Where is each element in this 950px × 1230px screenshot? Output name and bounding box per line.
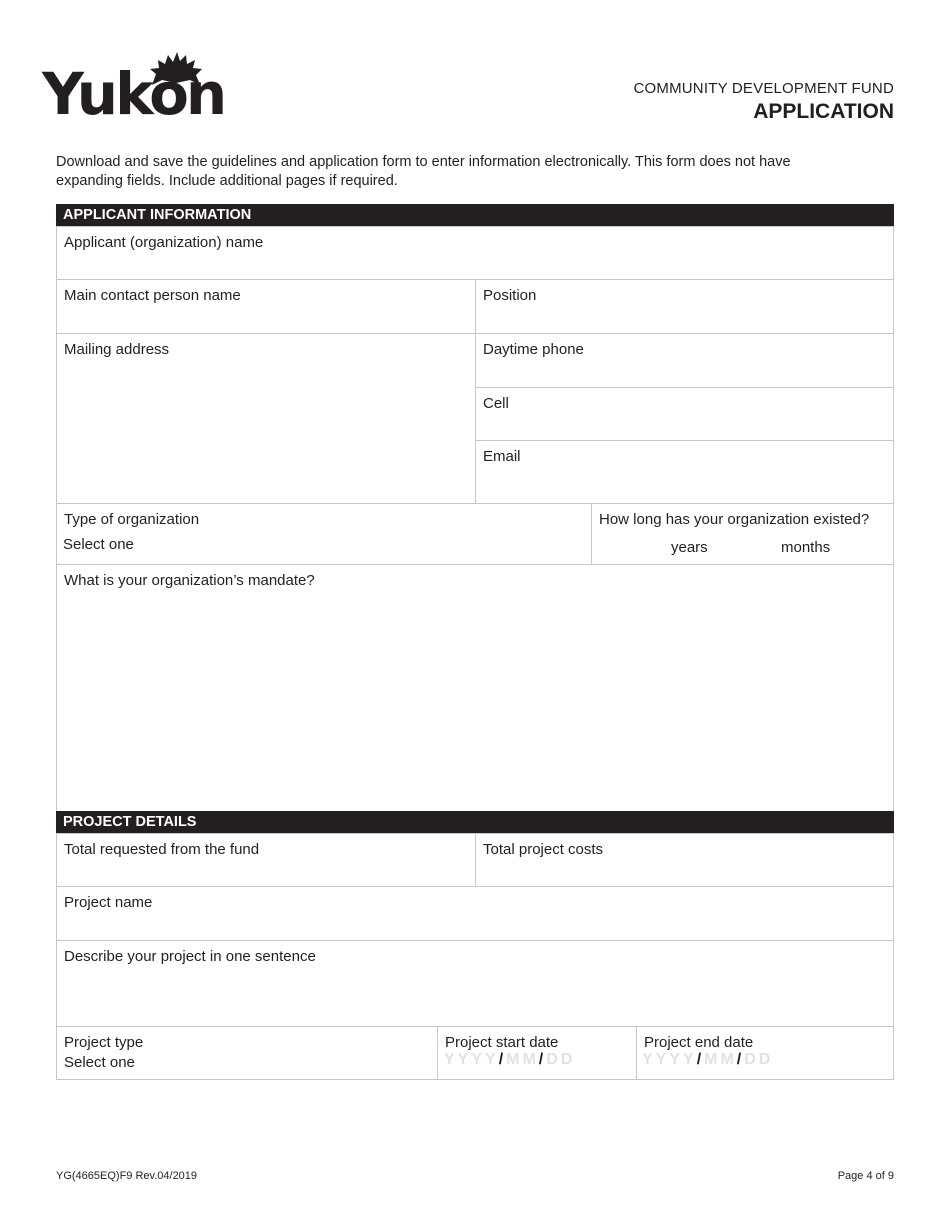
mandate-field[interactable] bbox=[56, 564, 894, 812]
months-label: months bbox=[781, 539, 831, 556]
end-date-separator: / bbox=[696, 1051, 705, 1068]
start-day-placeholder: DD bbox=[546, 1051, 576, 1068]
project-type-label: Project type bbox=[64, 1034, 144, 1051]
org-type-field bbox=[56, 503, 592, 565]
org-type-label: Type of organization bbox=[64, 511, 200, 528]
project-description-field[interactable] bbox=[56, 940, 894, 1027]
intro-text: Download and save the guidelines and application form to enter information electronically. This form does not have expanding fields. Include additional pages if required. bbox=[56, 154, 791, 189]
total-requested-label: Total requested from the fund bbox=[64, 841, 260, 858]
daytime-phone-label: Daytime phone bbox=[483, 341, 584, 358]
mandate-label: What is your organization’s mandate? bbox=[64, 572, 315, 589]
project-end-date-input[interactable] bbox=[642, 1051, 773, 1069]
project-description-label: Describe your project in one sentence bbox=[64, 948, 316, 965]
total-costs-field[interactable] bbox=[475, 833, 894, 887]
page-number: Page 4 of 9 bbox=[837, 1170, 894, 1182]
end-day-placeholder: DD bbox=[744, 1051, 774, 1068]
project-name-field[interactable] bbox=[56, 886, 894, 941]
start-date-separator: / bbox=[538, 1051, 547, 1068]
org-type-select[interactable]: Select one bbox=[63, 536, 134, 553]
end-year-placeholder: YYYY bbox=[642, 1051, 697, 1068]
cell-phone-field[interactable] bbox=[475, 387, 894, 441]
end-month-placeholder: MM bbox=[704, 1051, 737, 1068]
years-label: years bbox=[671, 539, 708, 556]
start-year-placeholder: YYYY bbox=[444, 1051, 499, 1068]
form-code: YG(4665EQ)F9 Rev.04/2019 bbox=[56, 1170, 198, 1182]
project-end-date-label: Project end date bbox=[644, 1034, 754, 1051]
email-field[interactable] bbox=[475, 440, 894, 504]
project-start-date-label: Project start date bbox=[445, 1034, 559, 1051]
contact-name-field[interactable] bbox=[56, 279, 476, 334]
project-name-label: Project name bbox=[64, 894, 153, 911]
logo-wordmark: Yukon bbox=[42, 60, 225, 128]
org-name-label: Applicant (organization) name bbox=[64, 234, 264, 251]
org-existed-field bbox=[591, 503, 894, 565]
end-date-separator: / bbox=[736, 1051, 745, 1068]
form-title bbox=[633, 80, 894, 126]
yukon-logo bbox=[42, 52, 225, 128]
mailing-address-label: Mailing address bbox=[64, 341, 170, 358]
email-label: Email bbox=[483, 448, 521, 465]
cell-phone-label: Cell bbox=[483, 395, 509, 412]
position-field[interactable] bbox=[475, 279, 894, 334]
project-type-select[interactable]: Select one bbox=[64, 1054, 135, 1071]
position-label: Position bbox=[483, 287, 537, 304]
project-start-date-input[interactable] bbox=[444, 1051, 575, 1069]
mailing-address-field[interactable] bbox=[56, 333, 476, 504]
org-existed-label: How long has your organization existed? bbox=[599, 511, 870, 528]
form-subtitle: COMMUNITY DEVELOPMENT FUND bbox=[633, 80, 894, 97]
applicant-section-heading: APPLICANT INFORMATION bbox=[56, 204, 894, 226]
org-name-field[interactable] bbox=[56, 226, 894, 280]
daytime-phone-field[interactable] bbox=[475, 333, 894, 388]
project-section-heading: PROJECT DETAILS bbox=[56, 811, 894, 833]
start-date-separator: / bbox=[498, 1051, 507, 1068]
contact-name-label: Main contact person name bbox=[64, 287, 241, 304]
start-month-placeholder: MM bbox=[506, 1051, 539, 1068]
total-requested-field[interactable] bbox=[56, 833, 476, 887]
form-main-title: APPLICATION bbox=[753, 100, 894, 123]
total-costs-label: Total project costs bbox=[483, 841, 604, 858]
